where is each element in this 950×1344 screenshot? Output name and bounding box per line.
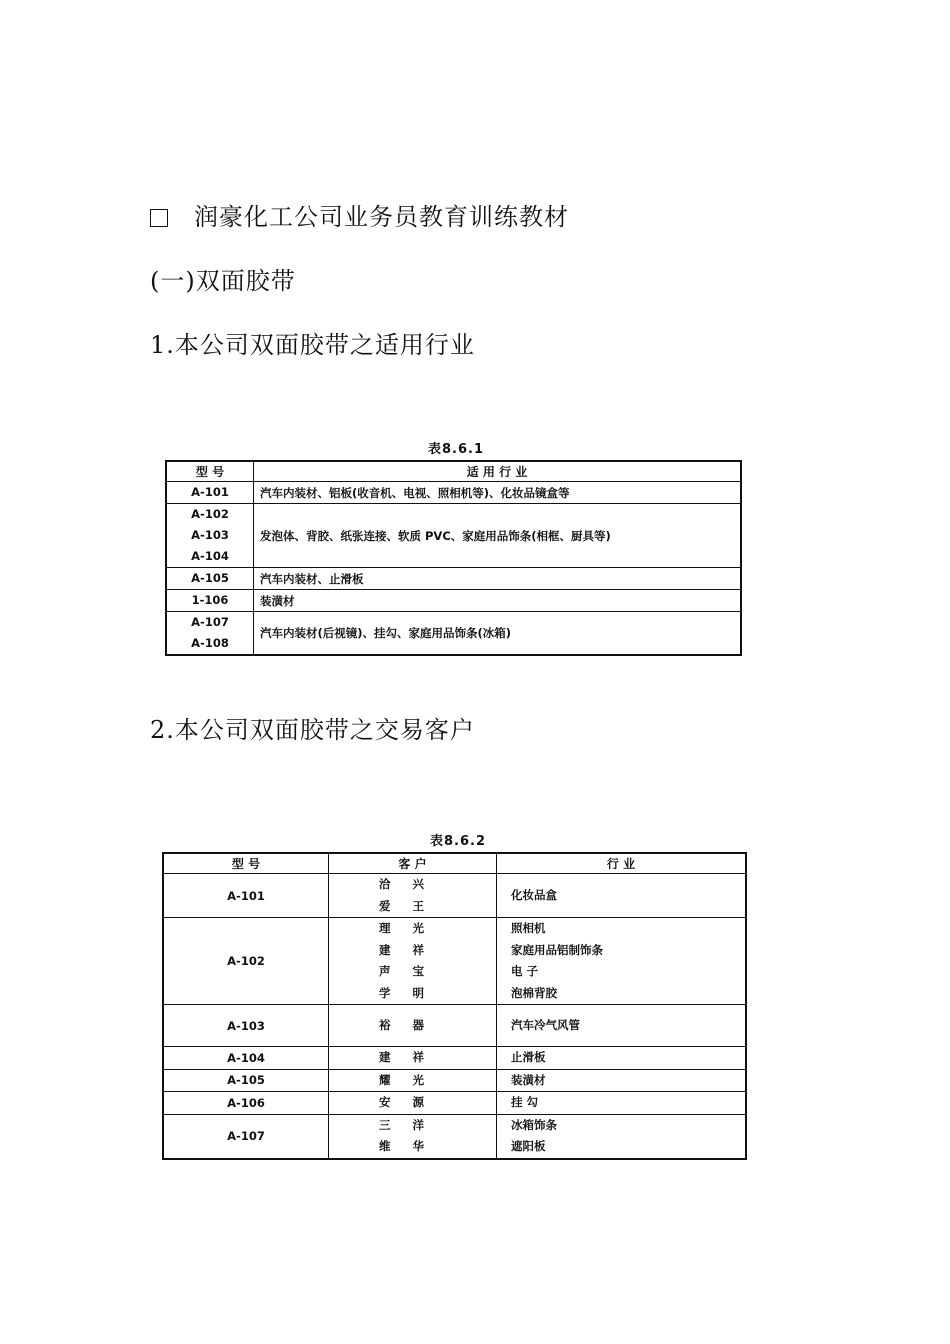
customer-cell: 耀光 bbox=[329, 1069, 497, 1092]
table-row bbox=[163, 1114, 746, 1159]
industry-cell: 化妆品盒 bbox=[497, 874, 747, 918]
item1-heading: 1.本公司双面胶带之适用行业 bbox=[150, 331, 475, 359]
industry-cell: 照相机 家庭用品铝制饰条 电 子 泡棉背胶 bbox=[497, 918, 747, 1005]
model-cell: A-101 bbox=[166, 482, 254, 504]
table-row bbox=[163, 918, 746, 1005]
model-cell: A-103 bbox=[163, 1005, 329, 1047]
table-row bbox=[166, 568, 741, 590]
table2-caption: 表8.6.2 bbox=[430, 834, 487, 849]
model-cell: A-101 bbox=[163, 874, 329, 918]
table2-header-customer: 客 户 bbox=[329, 853, 497, 874]
industry-cell: 挂 勾 bbox=[497, 1092, 747, 1115]
table-row bbox=[166, 482, 741, 504]
customer-cell: 建祥 bbox=[329, 1047, 497, 1070]
table-row bbox=[163, 1005, 746, 1047]
model-cell: A-102 bbox=[163, 918, 329, 1005]
table1-header-industry: 适 用 行 业 bbox=[254, 461, 742, 482]
table1 bbox=[165, 460, 742, 656]
table-row bbox=[166, 590, 741, 612]
item2-heading: 2.本公司双面胶带之交易客户 bbox=[150, 716, 475, 744]
section-heading: (一)双面胶带 bbox=[150, 267, 296, 295]
model-cell: A-102 A-103 A-104 bbox=[166, 504, 254, 568]
model-cell: A-104 bbox=[163, 1047, 329, 1070]
industry-cell: 汽车内装材(后视镜)、挂勾、家庭用品饰条(冰箱) bbox=[254, 612, 742, 656]
table1-header-model: 型 号 bbox=[166, 461, 254, 482]
table2-header-row bbox=[163, 853, 746, 874]
industry-cell: 发泡体、背胶、纸张连接、软质 PVC、家庭用品饰条(相框、厨具等) bbox=[254, 504, 742, 568]
model-cell: A-107 A-108 bbox=[166, 612, 254, 656]
table2 bbox=[162, 852, 747, 1160]
industry-cell: 装潢材 bbox=[254, 590, 742, 612]
model-cell: A-105 bbox=[163, 1069, 329, 1092]
customer-cell: 裕器 bbox=[329, 1005, 497, 1047]
model-cell: 1-106 bbox=[166, 590, 254, 612]
table-row bbox=[163, 1092, 746, 1115]
table-row bbox=[166, 612, 741, 656]
industry-cell: 汽车内装材、止滑板 bbox=[254, 568, 742, 590]
industry-cell: 止滑板 bbox=[497, 1047, 747, 1070]
empty-square-icon bbox=[150, 209, 168, 227]
industry-cell: 汽车内装材、铝板(收音机、电视、照相机等)、化妆品镜盒等 bbox=[254, 482, 742, 504]
customer-cell: 三洋 维华 bbox=[329, 1114, 497, 1159]
table-row bbox=[163, 874, 746, 918]
table2-header-industry: 行 业 bbox=[497, 853, 747, 874]
customer-cell: 理光 建祥 声宝 学明 bbox=[329, 918, 497, 1005]
industry-cell: 装潢材 bbox=[497, 1069, 747, 1092]
table-row bbox=[166, 504, 741, 568]
table1-caption: 表8.6.1 bbox=[428, 442, 485, 457]
customer-cell: 安源 bbox=[329, 1092, 497, 1115]
model-cell: A-106 bbox=[163, 1092, 329, 1115]
table1-header-row bbox=[166, 461, 741, 482]
customer-cell: 洽兴 爱王 bbox=[329, 874, 497, 918]
model-cell: A-105 bbox=[166, 568, 254, 590]
industry-cell: 冰箱饰条 遮阳板 bbox=[497, 1114, 747, 1159]
table-row bbox=[163, 1069, 746, 1092]
table2-header-model: 型 号 bbox=[163, 853, 329, 874]
table-row bbox=[163, 1047, 746, 1070]
industry-cell: 汽车冷气风管 bbox=[497, 1005, 747, 1047]
document-title: 润豪化工公司业务员教育训练教材 bbox=[150, 197, 569, 232]
model-cell: A-107 bbox=[163, 1114, 329, 1159]
